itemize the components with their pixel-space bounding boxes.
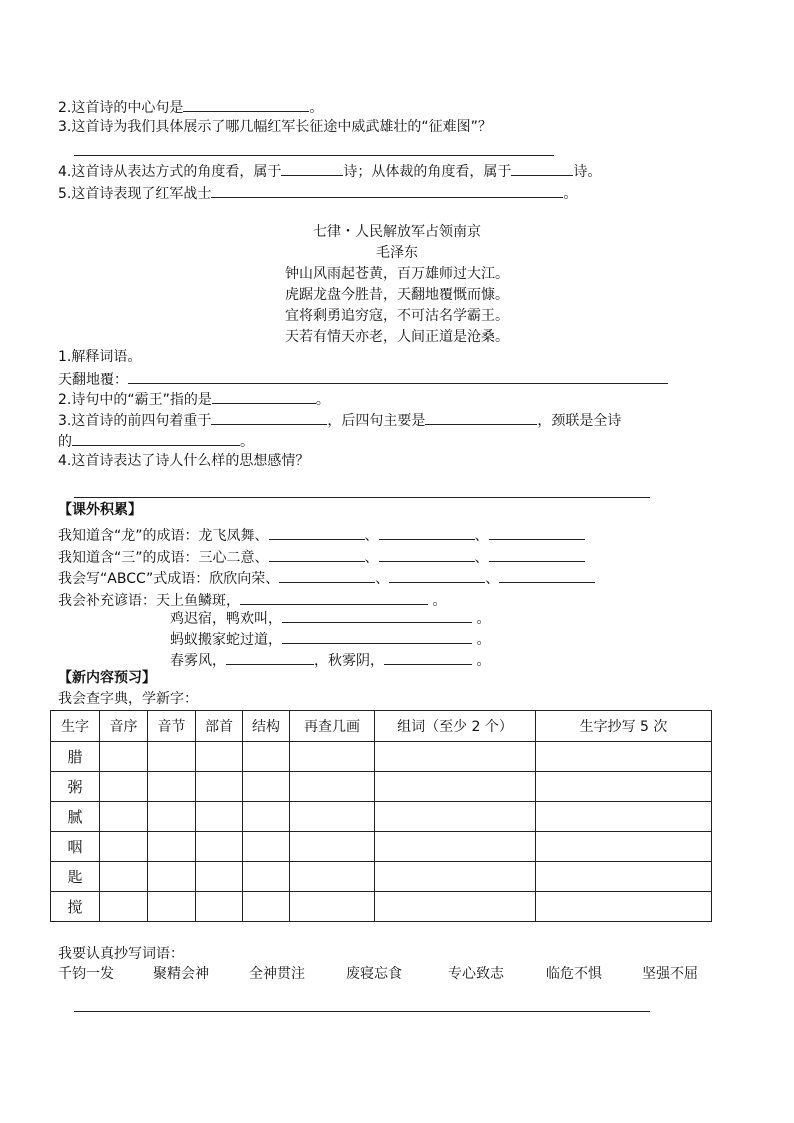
input-cell[interactable]: [100, 892, 148, 922]
answer-blank[interactable]: [279, 567, 375, 583]
input-cell[interactable]: [375, 802, 536, 832]
idiom-abcc-row: 我会写“ABCC”式成语：欣欣向荣、 、 、: [58, 567, 595, 589]
input-cell[interactable]: [375, 832, 536, 862]
table-row: [51, 802, 712, 832]
copy-word: 全神贯注: [249, 966, 305, 982]
input-cell[interactable]: [290, 772, 375, 802]
column-header: 组词（至少 2 个）: [375, 711, 536, 742]
input-cell[interactable]: [536, 772, 712, 802]
column-header: 生字: [51, 711, 100, 742]
input-cell[interactable]: [243, 862, 290, 892]
input-cell[interactable]: [536, 742, 712, 772]
answer-blank[interactable]: [211, 182, 563, 198]
input-cell[interactable]: [100, 772, 148, 802]
input-cell[interactable]: [196, 802, 243, 832]
answer-blank[interactable]: [282, 607, 472, 623]
input-cell[interactable]: [100, 832, 148, 862]
input-cell[interactable]: [243, 772, 290, 802]
table-row: [51, 742, 712, 772]
input-cell[interactable]: [243, 802, 290, 832]
question-4: 4.这首诗从表达方式的角度看，属于 诗；从体裁的角度看，属于 诗。: [58, 160, 601, 182]
answer-blank[interactable]: [282, 628, 472, 644]
question-4b: 4.这首诗表达了诗人什么样的思想感情？: [58, 453, 310, 469]
answer-blank[interactable]: [489, 524, 585, 540]
input-cell[interactable]: [148, 832, 196, 862]
copy-word: 专心致志: [448, 966, 504, 982]
input-cell[interactable]: [375, 892, 536, 922]
input-cell[interactable]: [290, 832, 375, 862]
question-2: 2.这首诗的中心句是 。: [58, 96, 323, 118]
column-header: 音节: [148, 711, 196, 742]
copy-word: 千钧一发: [58, 966, 114, 982]
table-row: [51, 832, 712, 862]
character-cell: 腻: [51, 802, 100, 832]
copy-intro: 我要认真抄写词语：: [58, 946, 184, 962]
input-cell[interactable]: [536, 892, 712, 922]
answer-blank[interactable]: [489, 546, 585, 562]
answer-blank[interactable]: [269, 546, 365, 562]
input-cell[interactable]: [290, 892, 375, 922]
input-cell[interactable]: [196, 862, 243, 892]
input-cell[interactable]: [100, 802, 148, 832]
proverb-row-4: 春雾风， ，秋雾阴， 。: [170, 649, 490, 671]
table-row: [51, 862, 712, 892]
input-cell[interactable]: [290, 802, 375, 832]
poem-line: 天若有情天亦老，人间正道是沧桑。: [285, 329, 509, 345]
column-header: 再查几画: [290, 711, 375, 742]
answer-blank[interactable]: [128, 368, 668, 384]
input-cell[interactable]: [148, 802, 196, 832]
answer-blank[interactable]: [183, 96, 309, 112]
input-cell[interactable]: [375, 772, 536, 802]
input-cell[interactable]: [243, 742, 290, 772]
input-cell[interactable]: [290, 742, 375, 772]
answer-blank[interactable]: [240, 589, 428, 605]
input-cell[interactable]: [375, 742, 536, 772]
character-cell: 匙: [51, 862, 100, 892]
input-cell[interactable]: [536, 862, 712, 892]
character-cell: 腊: [51, 742, 100, 772]
answer-blank[interactable]: [226, 649, 314, 665]
preview-intro: 我会查字典，学新字：: [58, 691, 198, 707]
answer-blank[interactable]: [384, 649, 472, 665]
idiom-three-row: 我知道含“三”的成语：三心二意、 、 、: [58, 546, 585, 568]
input-cell[interactable]: [536, 802, 712, 832]
answer-blank[interactable]: [499, 567, 595, 583]
answer-blank[interactable]: [379, 524, 475, 540]
input-cell[interactable]: [243, 892, 290, 922]
section-heading-preview: 【新内容预习】: [58, 670, 156, 686]
answer-blank[interactable]: [211, 409, 327, 425]
input-cell[interactable]: [196, 742, 243, 772]
answer-blank[interactable]: [389, 567, 485, 583]
question-3b: 3.这首诗的前四句着重于 ，后四句主要是 ，颈联是全诗: [58, 409, 621, 431]
column-header: 音序: [100, 711, 148, 742]
input-cell[interactable]: [148, 772, 196, 802]
question-3b-cont: 的 。: [58, 430, 254, 452]
table-header-row: [51, 711, 712, 742]
input-cell[interactable]: [196, 892, 243, 922]
copy-word: 聚精会神: [153, 966, 209, 982]
question-3: 3.这首诗为我们具体展示了哪几幅红军长征途中威武雄壮的“征难图”？: [58, 119, 492, 135]
poem-title: 七律・人民解放军占领南京: [313, 224, 481, 240]
column-header: 部首: [196, 711, 243, 742]
character-cell: 粥: [51, 772, 100, 802]
answer-blank[interactable]: [425, 409, 537, 425]
proverb-row-3: 蚂蚁搬家蛇过道， 。: [170, 628, 490, 650]
answer-line[interactable]: [74, 497, 650, 498]
question-1: 1.解释词语。: [58, 349, 142, 365]
question-text: 2.这首诗的中心句是: [58, 100, 184, 116]
input-cell[interactable]: [100, 742, 148, 772]
input-cell[interactable]: [148, 892, 196, 922]
answer-line[interactable]: [74, 155, 554, 156]
answer-blank[interactable]: [72, 430, 240, 446]
answer-line[interactable]: [74, 1011, 650, 1012]
input-cell[interactable]: [100, 862, 148, 892]
column-header: 生字抄写 5 次: [536, 711, 712, 742]
column-header: 结构: [243, 711, 290, 742]
input-cell[interactable]: [243, 832, 290, 862]
answer-blank[interactable]: [379, 546, 475, 562]
answer-blank[interactable]: [212, 388, 316, 404]
section-heading-extra: 【课外积累】: [58, 502, 142, 518]
poem-author: 毛泽东: [376, 245, 418, 261]
answer-blank[interactable]: [281, 160, 343, 176]
copy-word: 临危不惧: [546, 966, 602, 982]
new-character-table: [50, 710, 712, 922]
question-1-term: 天翻地覆：: [58, 368, 668, 390]
character-cell: 搅: [51, 892, 100, 922]
input-cell[interactable]: [148, 742, 196, 772]
copy-word: 坚强不屈: [642, 966, 698, 982]
poem-line: 虎踞龙盘今胜昔，天翻地覆慨而慷。: [285, 287, 509, 303]
table-row: [51, 892, 712, 922]
character-cell: 咽: [51, 832, 100, 862]
proverb-row-1: 我会补充谚语：天上鱼鳞斑， 。: [58, 589, 446, 611]
input-cell[interactable]: [536, 832, 712, 862]
input-cell[interactable]: [196, 772, 243, 802]
copy-word: 废寝忘食: [346, 966, 402, 982]
answer-blank[interactable]: [269, 524, 365, 540]
input-cell[interactable]: [196, 832, 243, 862]
input-cell[interactable]: [148, 862, 196, 892]
answer-blank[interactable]: [511, 160, 573, 176]
idiom-dragon-row: 我知道含“龙”的成语：龙飞凤舞、 、 、: [58, 524, 585, 546]
proverb-row-2: 鸡迟宿，鸭欢叫， 。: [170, 607, 490, 629]
input-cell[interactable]: [290, 862, 375, 892]
table-row: [51, 772, 712, 802]
question-5: 5.这首诗表现了红军战士 。: [58, 182, 577, 204]
poem-line: 钟山风雨起苍黄，百万雄师过大江。: [285, 266, 509, 282]
question-2b: 2.诗句中的“霸王”指的是 。: [58, 388, 330, 410]
input-cell[interactable]: [375, 862, 536, 892]
poem-line: 宜将剩勇追穷寇，不可沽名学霸王。: [285, 308, 509, 324]
